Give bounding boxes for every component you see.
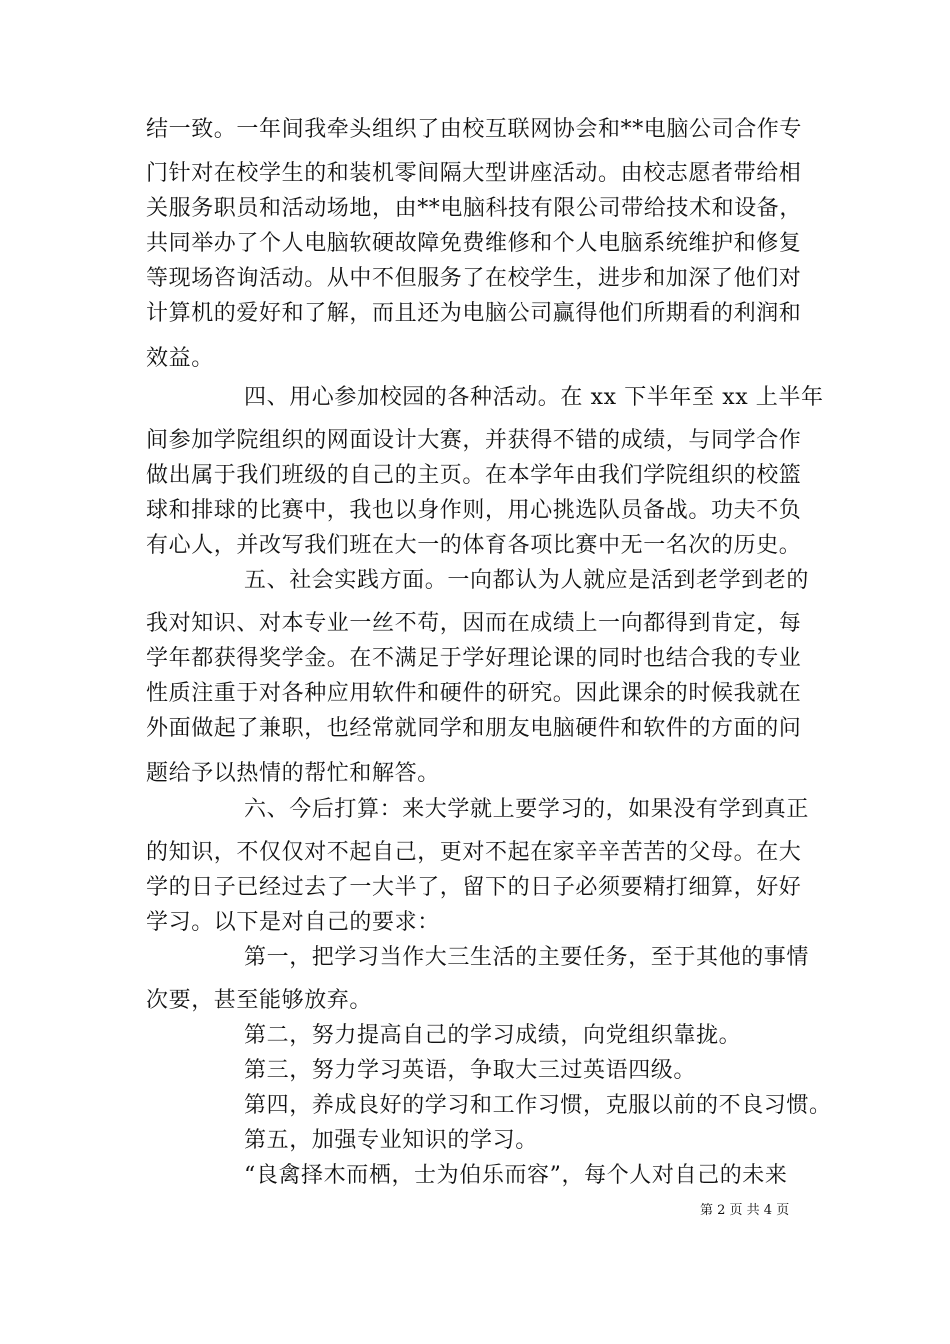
text-line: 结一致。一年间我牵头组织了由校互联网协会和**电脑公司合作专 <box>146 117 803 142</box>
text-line: 学的日子已经过去了一大半了，留下的日子必须要精打细算，好好 <box>146 875 802 900</box>
quote-line: “良禽择木而栖，士为伯乐而容”，每个人对自己的未来 <box>244 1163 788 1188</box>
text-line: 门针对在校学生的和装机零间隔大型讲座活动。由校志愿者带给相 <box>146 161 802 186</box>
text-line: 学习。以下是对自己的要求： <box>146 910 440 935</box>
text-line: 题给予以热情的帮忙和解答。 <box>146 761 440 786</box>
paragraph-first-line: 第一，把学习当作大三生活的主要任务，至于其他的事情 <box>244 945 810 970</box>
text-line: 做出属于我们班级的自己的主页。在本学年由我们学院组织的校篮 <box>146 463 802 488</box>
text-line: 共同举办了个人电脑软硬故障免费维修和个人电脑系统维护和修复 <box>146 231 802 256</box>
text-line: 性质注重于对各种应用软件和硬件的研究。因此课余的时候我就在 <box>146 681 802 706</box>
text-line: 有心人，并改写我们班在大一的体育各项比赛中无一名次的历史。 <box>146 533 802 558</box>
text-line: 关服务职员和活动场地，由**电脑科技有限公司带给技术和设备， <box>146 196 803 221</box>
page-number-footer: 第 2 页 共 4 页 <box>700 1203 790 1218</box>
text-line: 球和排球的比赛中，我也以身作则，用心挑选队员备战。功夫不负 <box>146 498 802 523</box>
list-item: 第五，加强专业知识的学习。 <box>244 1128 538 1153</box>
paragraph-first-line: 四、用心参加校园的各种活动。在 xx 下半年至 xx 上半年 <box>244 385 824 410</box>
text-line: 等现场咨询活动。从中不但服务了在校学生，进步和加深了他们对 <box>146 266 802 291</box>
text-line: 的知识，不仅仅对不起自己，更对不起在家辛辛苦苦的父母。在大 <box>146 840 802 865</box>
text-line: 次要，甚至能够放弃。 <box>146 988 373 1013</box>
text-line: 学年都获得奖学金。在不满足于学好理论课的同时也结合我的专业 <box>146 646 802 671</box>
list-item: 第三，努力学习英语，争取大三过英语四级。 <box>244 1058 697 1083</box>
paragraph-first-line: 六、今后打算：来大学就上要学习的，如果没有学到真正 <box>244 797 810 822</box>
text-line: 间参加学院组织的网面设计大赛，并获得不错的成绩，与同学合作 <box>146 428 802 453</box>
paragraph-first-line: 五、社会实践方面。一向都认为人就应是活到老学到老的 <box>244 568 810 593</box>
list-item: 第四，养成良好的学习和工作习惯，克服以前的不良习惯。 <box>244 1093 832 1118</box>
list-item: 第二，努力提高自己的学习成绩，向党组织靠拢。 <box>244 1023 742 1048</box>
text-line: 我对知识、对本专业一丝不苟，因而在成绩上一向都得到肯定，每 <box>146 611 802 636</box>
text-line: 外面做起了兼职，也经常就同学和朋友电脑硬件和软件的方面的问 <box>146 716 802 741</box>
text-line: 效益。 <box>146 346 214 371</box>
text-line: 计算机的爱好和了解，而且还为电脑公司赢得他们所期看的利润和 <box>146 301 802 326</box>
